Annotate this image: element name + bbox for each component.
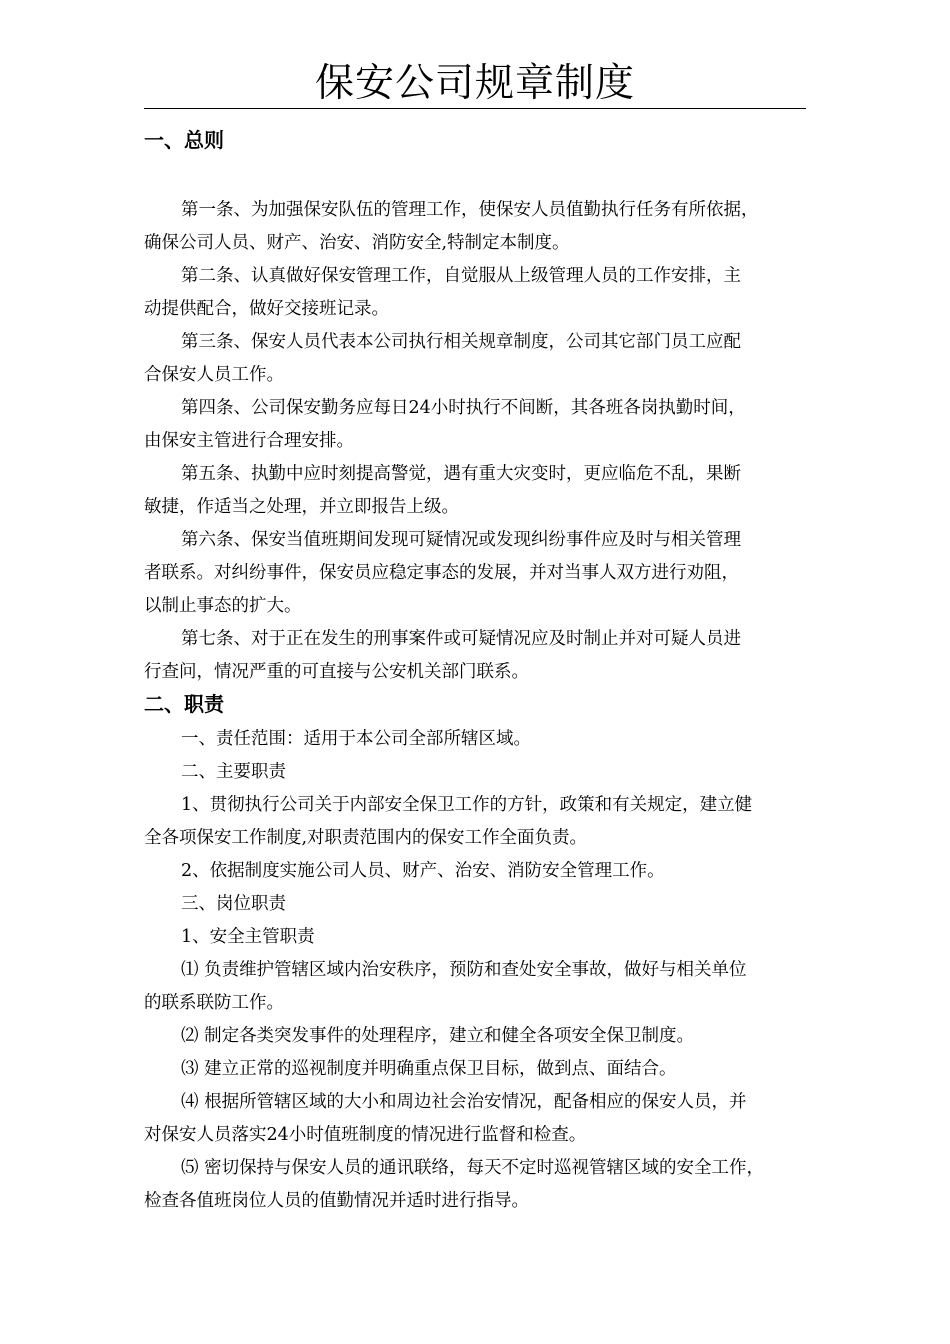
article-5-line-2: 敏捷，作适当之处理，并立即报告上级。 [144, 497, 459, 517]
duty-scope [144, 723, 812, 756]
article-6 [144, 524, 812, 623]
title-underline [144, 108, 806, 109]
supervisor-item-3 [144, 1053, 812, 1086]
duty-main-heading-line-1: 二、主要职责 [181, 762, 286, 782]
article-7-line-2: 行查问，情况严重的可直接与公安机关部门联系。 [144, 662, 529, 682]
article-6-line-1: 第六条、保安当值班期间发现可疑情况或发现纠纷事件应及时与相关管理 [181, 530, 741, 550]
supervisor-item-2-line-1: ⑵ 制定各类突发事件的处理程序，建立和健全各项安全保卫制度。 [181, 1026, 695, 1046]
article-3-line-1: 第三条、保安人员代表本公司执行相关规章制度，公司其它部门员工应配 [181, 332, 741, 352]
supervisor-item-5 [144, 1152, 812, 1218]
article-4 [144, 392, 812, 458]
duty-main-2 [144, 855, 812, 888]
article-1 [144, 194, 812, 260]
duty-post-heading [144, 888, 812, 921]
duty-supervisor-heading [144, 921, 812, 954]
article-5-line-1: 第五条、执勤中应时刻提高警觉，遇有重大灾变时，更应临危不乱，果断 [181, 464, 741, 484]
section-duties-body [144, 723, 812, 1218]
article-6-line-3: 以制止事态的扩大。 [144, 596, 302, 616]
article-4-line-2: 由保安主管进行合理安排。 [144, 431, 354, 451]
document-title: 保安公司规章制度 [314, 61, 635, 106]
duty-main-1-line-1: 1、贯彻执行公司关于内部安全保卫工作的方针，政策和有关规定，建立健 [181, 795, 753, 815]
article-2-line-2: 动提供配合，做好交接班记录。 [144, 299, 389, 319]
supervisor-item-4-line-2: 对保安人员落实24小时值班制度的情况进行监督和检查。 [144, 1125, 587, 1145]
duty-main-1 [144, 789, 812, 855]
section-heading-duties: 二、职责 [144, 692, 224, 716]
article-1-line-1: 第一条、为加强保安队伍的管理工作，使保安人员值勤执行任务有所依据， [181, 200, 759, 220]
duty-main-2-line-1: 2、依据制度实施公司人员、财产、治安、消防安全管理工作。 [181, 861, 665, 881]
section-general-body [144, 194, 812, 689]
article-2 [144, 260, 812, 326]
article-1-line-2: 确保公司人员、财产、治安、消防安全,特制定本制度。 [144, 233, 570, 253]
article-7-line-1: 第七条、对于正在发生的刑事案件或可疑情况应及时制止并对可疑人员进 [181, 629, 741, 649]
supervisor-item-5-line-1: ⑸ 密切保持与保安人员的通讯联络，每天不定时巡视管辖区域的安全工作， [181, 1158, 765, 1178]
supervisor-item-2 [144, 1020, 812, 1053]
duty-scope-line-1: 一、责任范围：适用于本公司全部所辖区域。 [181, 729, 531, 749]
supervisor-item-4 [144, 1086, 812, 1152]
article-6-line-2: 者联系。对纠纷事件，保安员应稳定事态的发展，并对当事人双方进行劝阻， [144, 563, 739, 583]
supervisor-item-4-line-1: ⑷ 根据所管辖区域的大小和周边社会治安情况，配备相应的保安人员，并 [181, 1092, 747, 1112]
supervisor-item-3-line-1: ⑶ 建立正常的巡视制度并明确重点保卫目标，做到点、面结合。 [181, 1059, 677, 1079]
article-2-line-1: 第二条、认真做好保安管理工作，自觉服从上级管理人员的工作安排，主 [181, 266, 741, 286]
article-4-line-1: 第四条、公司保安勤务应每日24小时执行不间断，其各班各岗执勤时间， [181, 398, 746, 418]
supervisor-item-1-line-1: ⑴ 负责维护管辖区域内治安秩序，预防和查处安全事故，做好与相关单位 [181, 960, 747, 980]
duty-supervisor-heading-line-1: 1、安全主管职责 [181, 927, 315, 947]
article-3 [144, 326, 812, 392]
article-3-line-2: 合保安人员工作。 [144, 365, 284, 385]
supervisor-item-5-line-2: 检查各值班岗位人员的值勤情况并适时进行指导。 [144, 1191, 529, 1211]
supervisor-item-1 [144, 954, 812, 1020]
duty-post-heading-line-1: 三、岗位职责 [181, 894, 286, 914]
article-5 [144, 458, 812, 524]
article-7 [144, 623, 812, 689]
duty-main-1-line-2: 全各项保安工作制度,对职责范围内的保安工作全面负责。 [144, 828, 588, 848]
duty-main-heading [144, 756, 812, 789]
supervisor-item-1-line-2: 的联系联防工作。 [144, 993, 284, 1013]
section-heading-general: 一、总则 [144, 128, 224, 152]
